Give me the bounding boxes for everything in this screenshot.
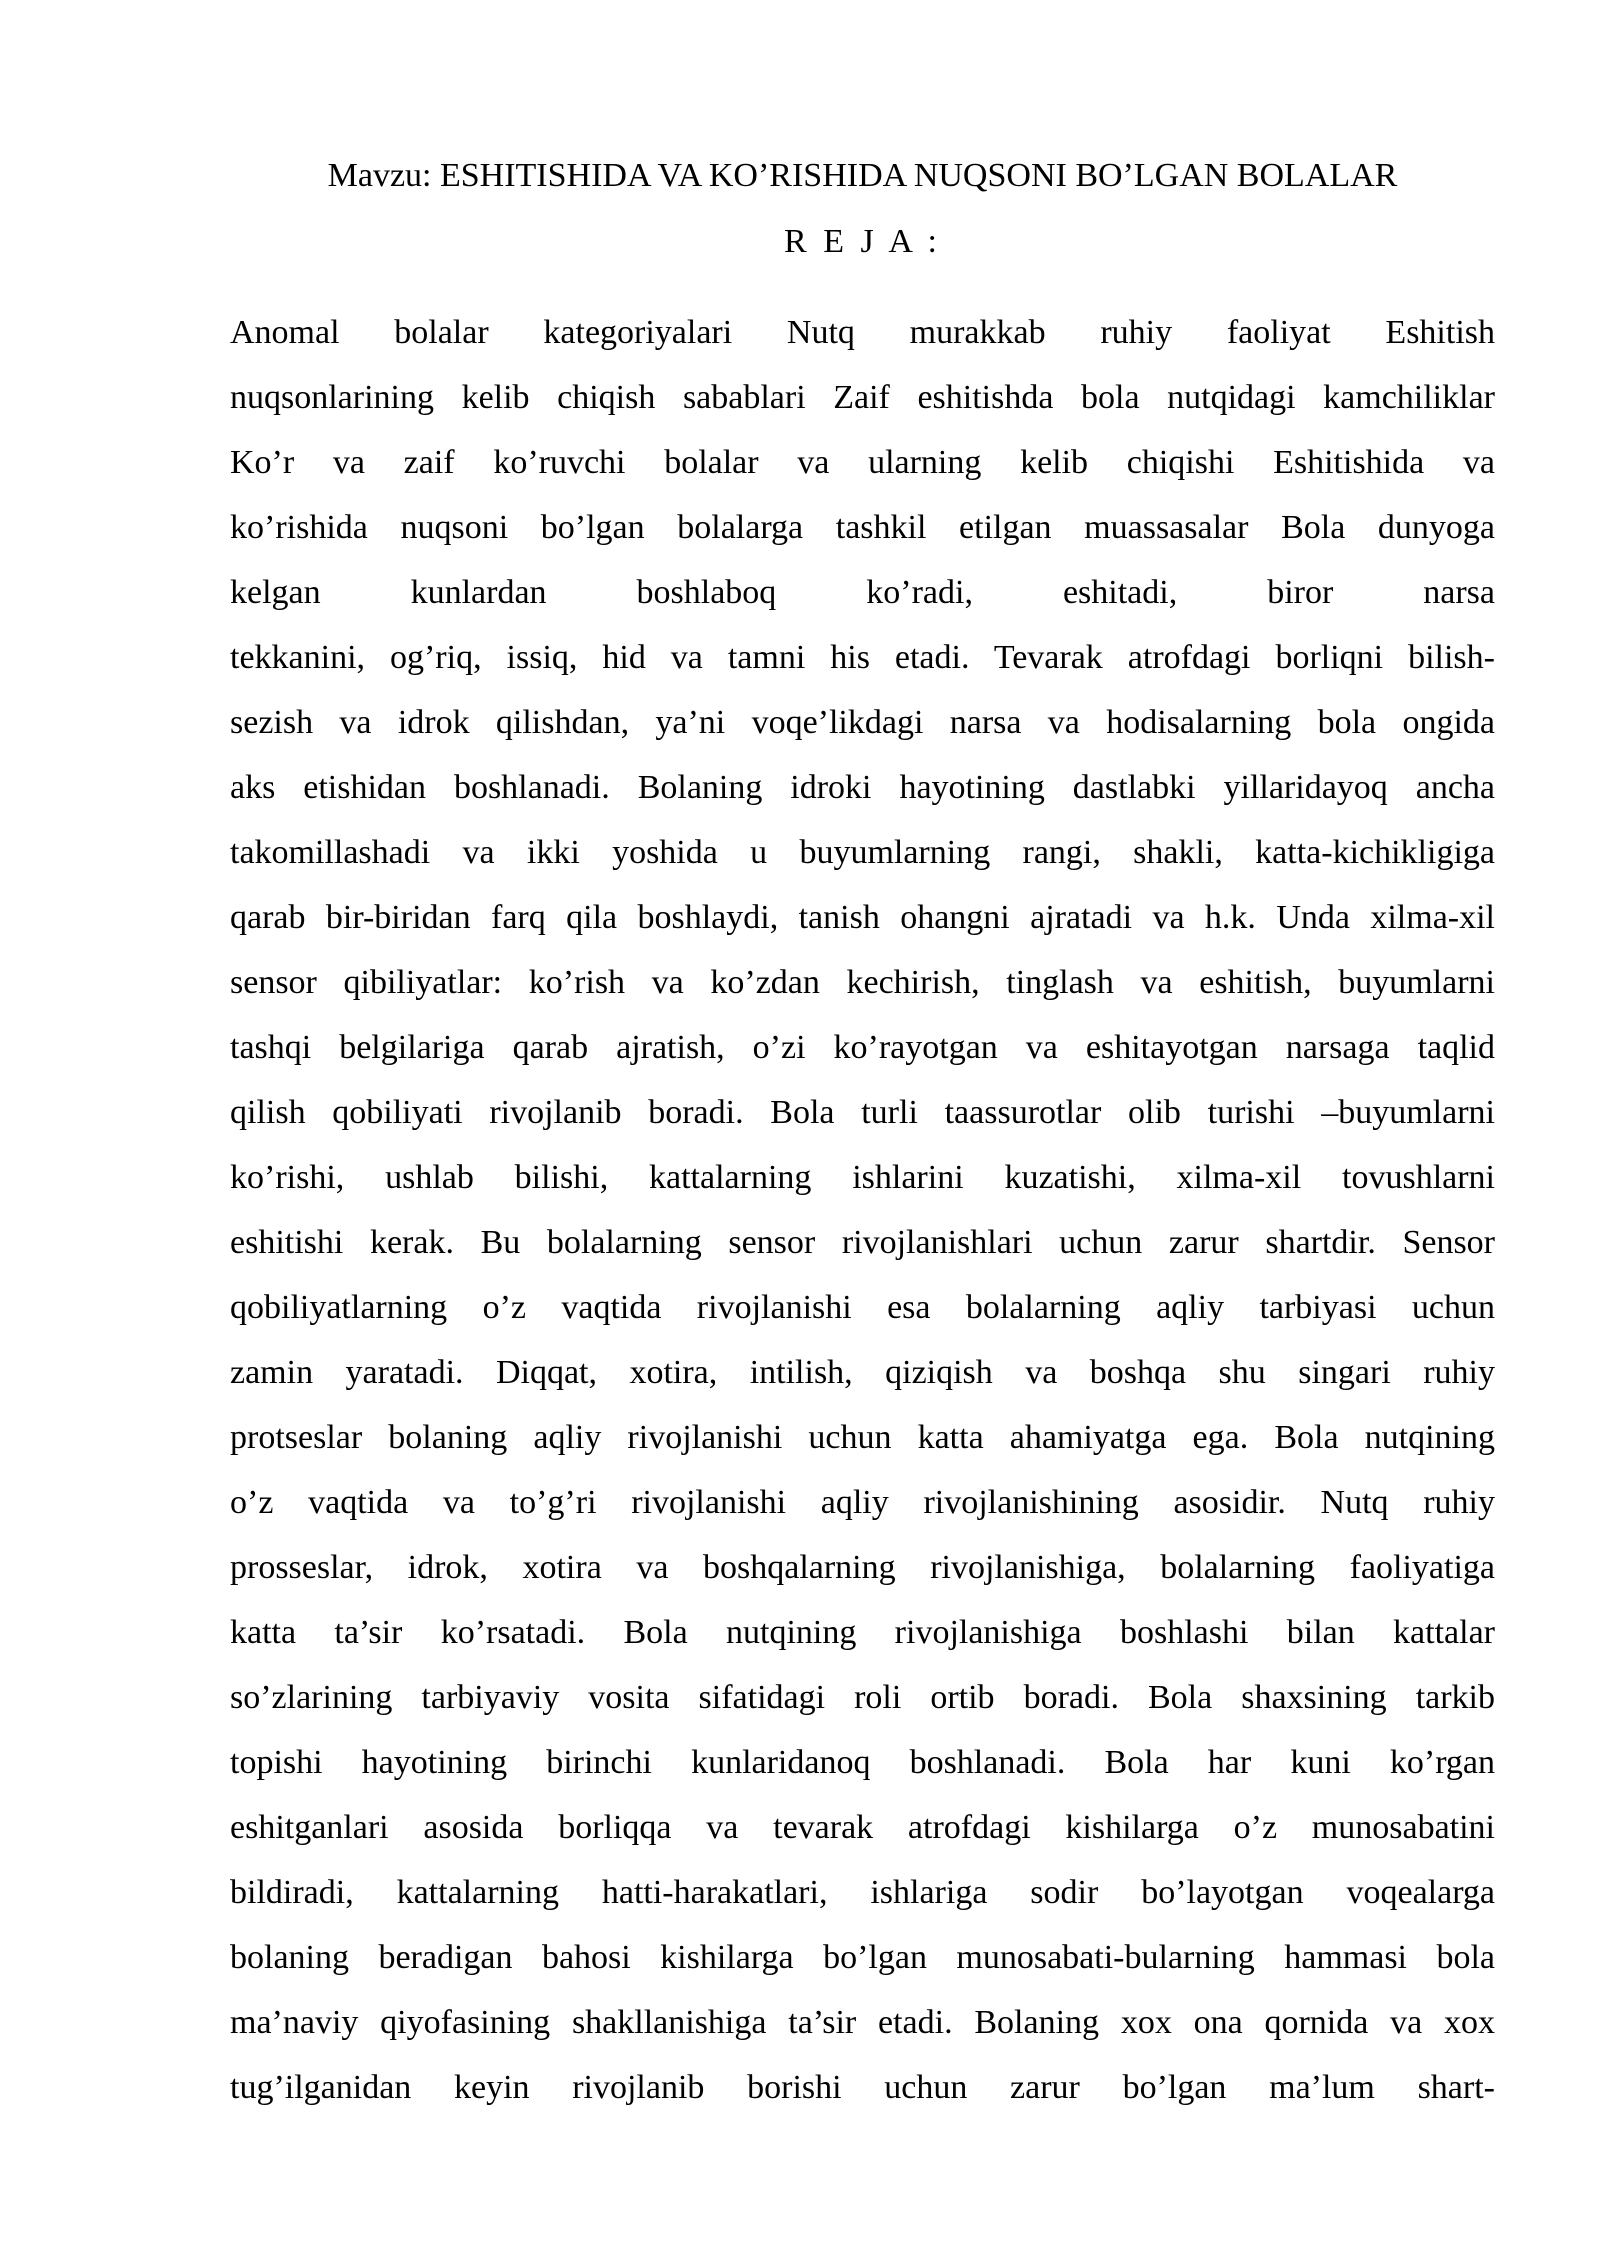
body-line: topishi hayotining birinchi kunlaridanoq boshlanadi. Bola har kuni ko’rgan bbox=[230, 1744, 1495, 1781]
body-line: kelgan kunlardan boshlaboq ko’radi, eshitadi, biror narsa bbox=[230, 574, 1495, 611]
body-line: Ko’r va zaif ko’ruvchi bolalar va ularning kelib chiqishi Eshitishida va bbox=[230, 444, 1495, 481]
body-line: eshitishi kerak. Bu bolalarning sensor rivojlanishlari uchun zarur shartdir. Sensor bbox=[230, 1224, 1495, 1261]
body-line: sensor qibiliyatlar: ko’rish va ko’zdan kechirish, tinglash va eshitish, buyumlarni bbox=[230, 964, 1495, 1001]
body-line: ko’rishi, ushlab bilishi, kattalarning ishlarini kuzatishi, xilma-xil tovushlarni bbox=[230, 1159, 1495, 1196]
body-line: nuqsonlarining kelib chiqish sabablari Zaif eshitishda bola nutqidagi kamchiliklar bbox=[230, 379, 1495, 416]
body-line: ko’rishida nuqsoni bo’lgan bolalarga tashkil etilgan muassasalar Bola dunyoga bbox=[230, 509, 1495, 546]
body-line: zamin yaratadi. Diqqat, xotira, intilish, qiziqish va boshqa shu singari ruhiy bbox=[230, 1354, 1495, 1391]
body-line: aks etishidan boshlanadi. Bolaning idroki hayotining dastlabki yillaridayoq ancha bbox=[230, 769, 1495, 806]
body-line: qarab bir-biridan farq qila boshlaydi, tanish ohangni ajratadi va h.k. Unda xilma-xil bbox=[230, 899, 1495, 936]
body-line: takomillashadi va ikki yoshida u buyumlarning rangi, shakli, katta-kichikligiga bbox=[230, 834, 1495, 871]
body-line: o’z vaqtida va to’g’ri rivojlanishi aqliy rivojlanishining asosidir. Nutq ruhiy bbox=[230, 1484, 1495, 1521]
body-line: bolaning beradigan bahosi kishilarga bo’lgan munosabati-bularning hammasi bola bbox=[230, 1939, 1495, 1976]
body-line: so’zlarining tarbiyaviy vosita sifatidagi roli ortib boradi. Bola shaxsining tarkib bbox=[230, 1679, 1495, 1716]
body-line: prosseslar, idrok, xotira va boshqalarning rivojlanishiga, bolalarning faoliyatiga bbox=[230, 1549, 1495, 1586]
body-line: tashqi belgilariga qarab ajratish, o’zi ko’rayotgan va eshitayotgan narsaga taqlid bbox=[230, 1029, 1495, 1066]
body-line: ma’naviy qiyofasining shakllanishiga ta’sir etadi. Bolaning xox ona qornida va xox bbox=[230, 2004, 1495, 2041]
body-line: protseslar bolaning aqliy rivojlanishi uchun katta ahamiyatga ega. Bola nutqining bbox=[230, 1419, 1495, 1456]
body-line: bildiradi, kattalarning hatti-harakatlari, ishlariga sodir bo’layotgan voqealarga bbox=[230, 1874, 1495, 1911]
body-line: qobiliyatlarning o’z vaqtida rivojlanishi esa bolalarning aqliy tarbiyasi uchun bbox=[230, 1289, 1495, 1326]
plan-heading: R E J A : bbox=[784, 223, 941, 260]
body-line: tug’ilganidan keyin rivojlanib borishi uchun zarur bo’lgan ma’lum shart- bbox=[230, 2069, 1495, 2106]
body-line: katta ta’sir ko’rsatadi. Bola nutqining rivojlanishiga boshlashi bilan kattalar bbox=[230, 1614, 1495, 1651]
body-line: sezish va idrok qilishdan, ya’ni voqe’likdagi narsa va hodisalarning bola ongida bbox=[230, 704, 1495, 741]
body-line: Anomal bolalar kategoriyalari Nutq murakkab ruhiy faoliyat Eshitish bbox=[230, 314, 1495, 351]
document-title: Mavzu: ESHITISHIDA VA KO’RISHIDA NUQSONI BO’LGAN BOLALAR bbox=[327, 157, 1398, 194]
body-line: qilish qobiliyati rivojlanib boradi. Bola turli taassurotlar olib turishi –buyumlarni bbox=[230, 1094, 1495, 1131]
body-line: tekkanini, og’riq, issiq, hid va tamni his etadi. Tevarak atrofdagi borliqni bilish- bbox=[230, 639, 1495, 676]
body-line: eshitganlari asosida borliqqa va tevarak atrofdagi kishilarga o’z munosabatini bbox=[230, 1809, 1495, 1846]
